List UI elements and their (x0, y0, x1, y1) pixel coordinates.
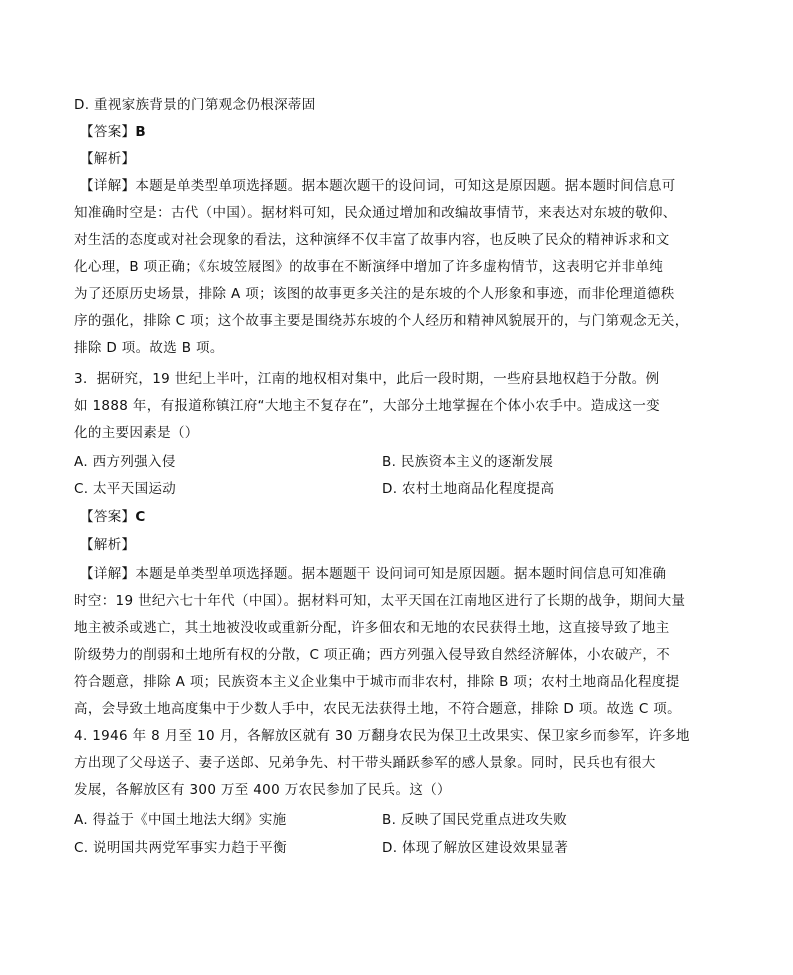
q3-detail-line: 【详解】本题是单类型单项选择题。据本题题干 设问词可知是原因题。据本题时间信息可知准确 (80, 566, 667, 582)
q3-option-d: D. 农村土地商品化程度提高 (382, 481, 555, 497)
q4-option-a: A. 得益于《中国土地法大纲》实施 (74, 812, 287, 828)
q3-option-a: A. 西方列强入侵 (74, 454, 176, 470)
q4-option-b: B. 反映了国民党重点进攻失败 (382, 812, 568, 828)
answer-label: 【答案】 (80, 509, 136, 525)
q4-stem-line: 发展，各解放区有 300 万至 400 万农民参加了民兵。这（） (74, 782, 451, 798)
q3-options-row-1 (74, 448, 722, 476)
answer-label: 【答案】 (80, 124, 136, 140)
prev-option-d: D. 重视家族背景的门第观念仍根深蒂固 (74, 97, 316, 113)
q3-answer (80, 503, 728, 531)
q3-analysis-label: 【解析】 (80, 537, 136, 553)
q3-stem-line: 化的主要因素是（） (74, 425, 199, 441)
q3-options-row-2 (74, 475, 722, 503)
prev-detail-line: 为了还原历史场景，排除 A 项；该图的故事更多关注的是东坡的个人形象和事迹，而非伦理道德秩 (74, 286, 675, 302)
prev-detail-line: 排除 D 项。故选 B 项。 (74, 340, 224, 356)
q3-detail-line: 阶级势力的削弱和土地所有权的分散，C 项正确；西方列强入侵导致自然经济解体，小农破产，不 (74, 647, 671, 663)
q4-options-row-1 (74, 806, 722, 834)
q4-options-row-2 (74, 834, 722, 862)
prev-detail-line: 化心理，B 项正确；《东坡笠屐图》的故事在不断演绎中增加了许多虚构情节，这表明它并非单纯 (74, 259, 664, 275)
q4-option-c: C. 说明国共两党军事实力趋于平衡 (74, 840, 287, 856)
q3-stem-line: 如 1888 年，有报道称镇江府“大地主不复存在”，大部分土地掌握在个体小农手中。造成这一变 (74, 398, 661, 414)
q3-detail-line: 时空：19 世纪六七十年代（中国）。据材料可知，太平天国在江南地区进行了长期的战争，期间大量 (74, 593, 686, 609)
answer-value: C (135, 509, 146, 525)
prev-detail-line: 知准确时空是：古代（中国）。据材料可知，民众通过增加和改编故事情节，来表达对东坡的敬仰、 (74, 205, 677, 221)
q4-option-d: D. 体现了解放区建设效果显著 (382, 840, 569, 856)
prev-analysis-label: 【解析】 (80, 151, 136, 167)
prev-answer (80, 118, 728, 146)
q3-detail-line: 地主被杀或逃亡，其土地被没收或重新分配，许多佃农和无地的农民获得土地，这直接导致了地主 (74, 620, 670, 636)
q3-option-b: B. 民族资本主义的逐渐发展 (382, 454, 554, 470)
q3-detail-line: 符合题意，排除 A 项；民族资本主义企业集中于城市而非农村，排除 B 项；农村土地商品化程度提 (74, 674, 680, 690)
q3-option-c: C. 太平天国运动 (74, 481, 177, 497)
q4-stem-line: 4. 1946 年 8 月至 10 月，各解放区就有 30 万翻身农民为保卫土改果实、保卫家乡而参军，许多地 (74, 728, 690, 744)
prev-detail-line: 【详解】本题是单类型单项选择题。据本题次题干的设问词，可知这是原因题。据本题时间信息可 (80, 178, 676, 194)
q3-stem-line: 3．据研究，19 世纪上半叶，江南的地权相对集中，此后一段时期，一些府县地权趋于分散。例 (74, 371, 660, 387)
prev-detail-line: 对生活的态度或对社会现象的看法，这种演绎不仅丰富了故事内容，也反映了民众的精神诉求和文 (74, 232, 670, 248)
q3-detail-line: 高，会导致土地高度集中于少数人手中，农民无法获得土地，不符合题意，排除 D 项。故选 C 项。 (74, 701, 681, 717)
prev-detail-line: 序的强化，排除 C 项；这个故事主要是围绕苏东坡的个人经历和精神风貌展开的，与门第观念无关， (74, 313, 689, 329)
q4-stem-line: 方出现了父母送子、妻子送郎、兄弟争先、村干带头踊跃参军的感人景象。同时，民兵也有很大 (74, 755, 656, 771)
answer-value: B (135, 124, 147, 140)
